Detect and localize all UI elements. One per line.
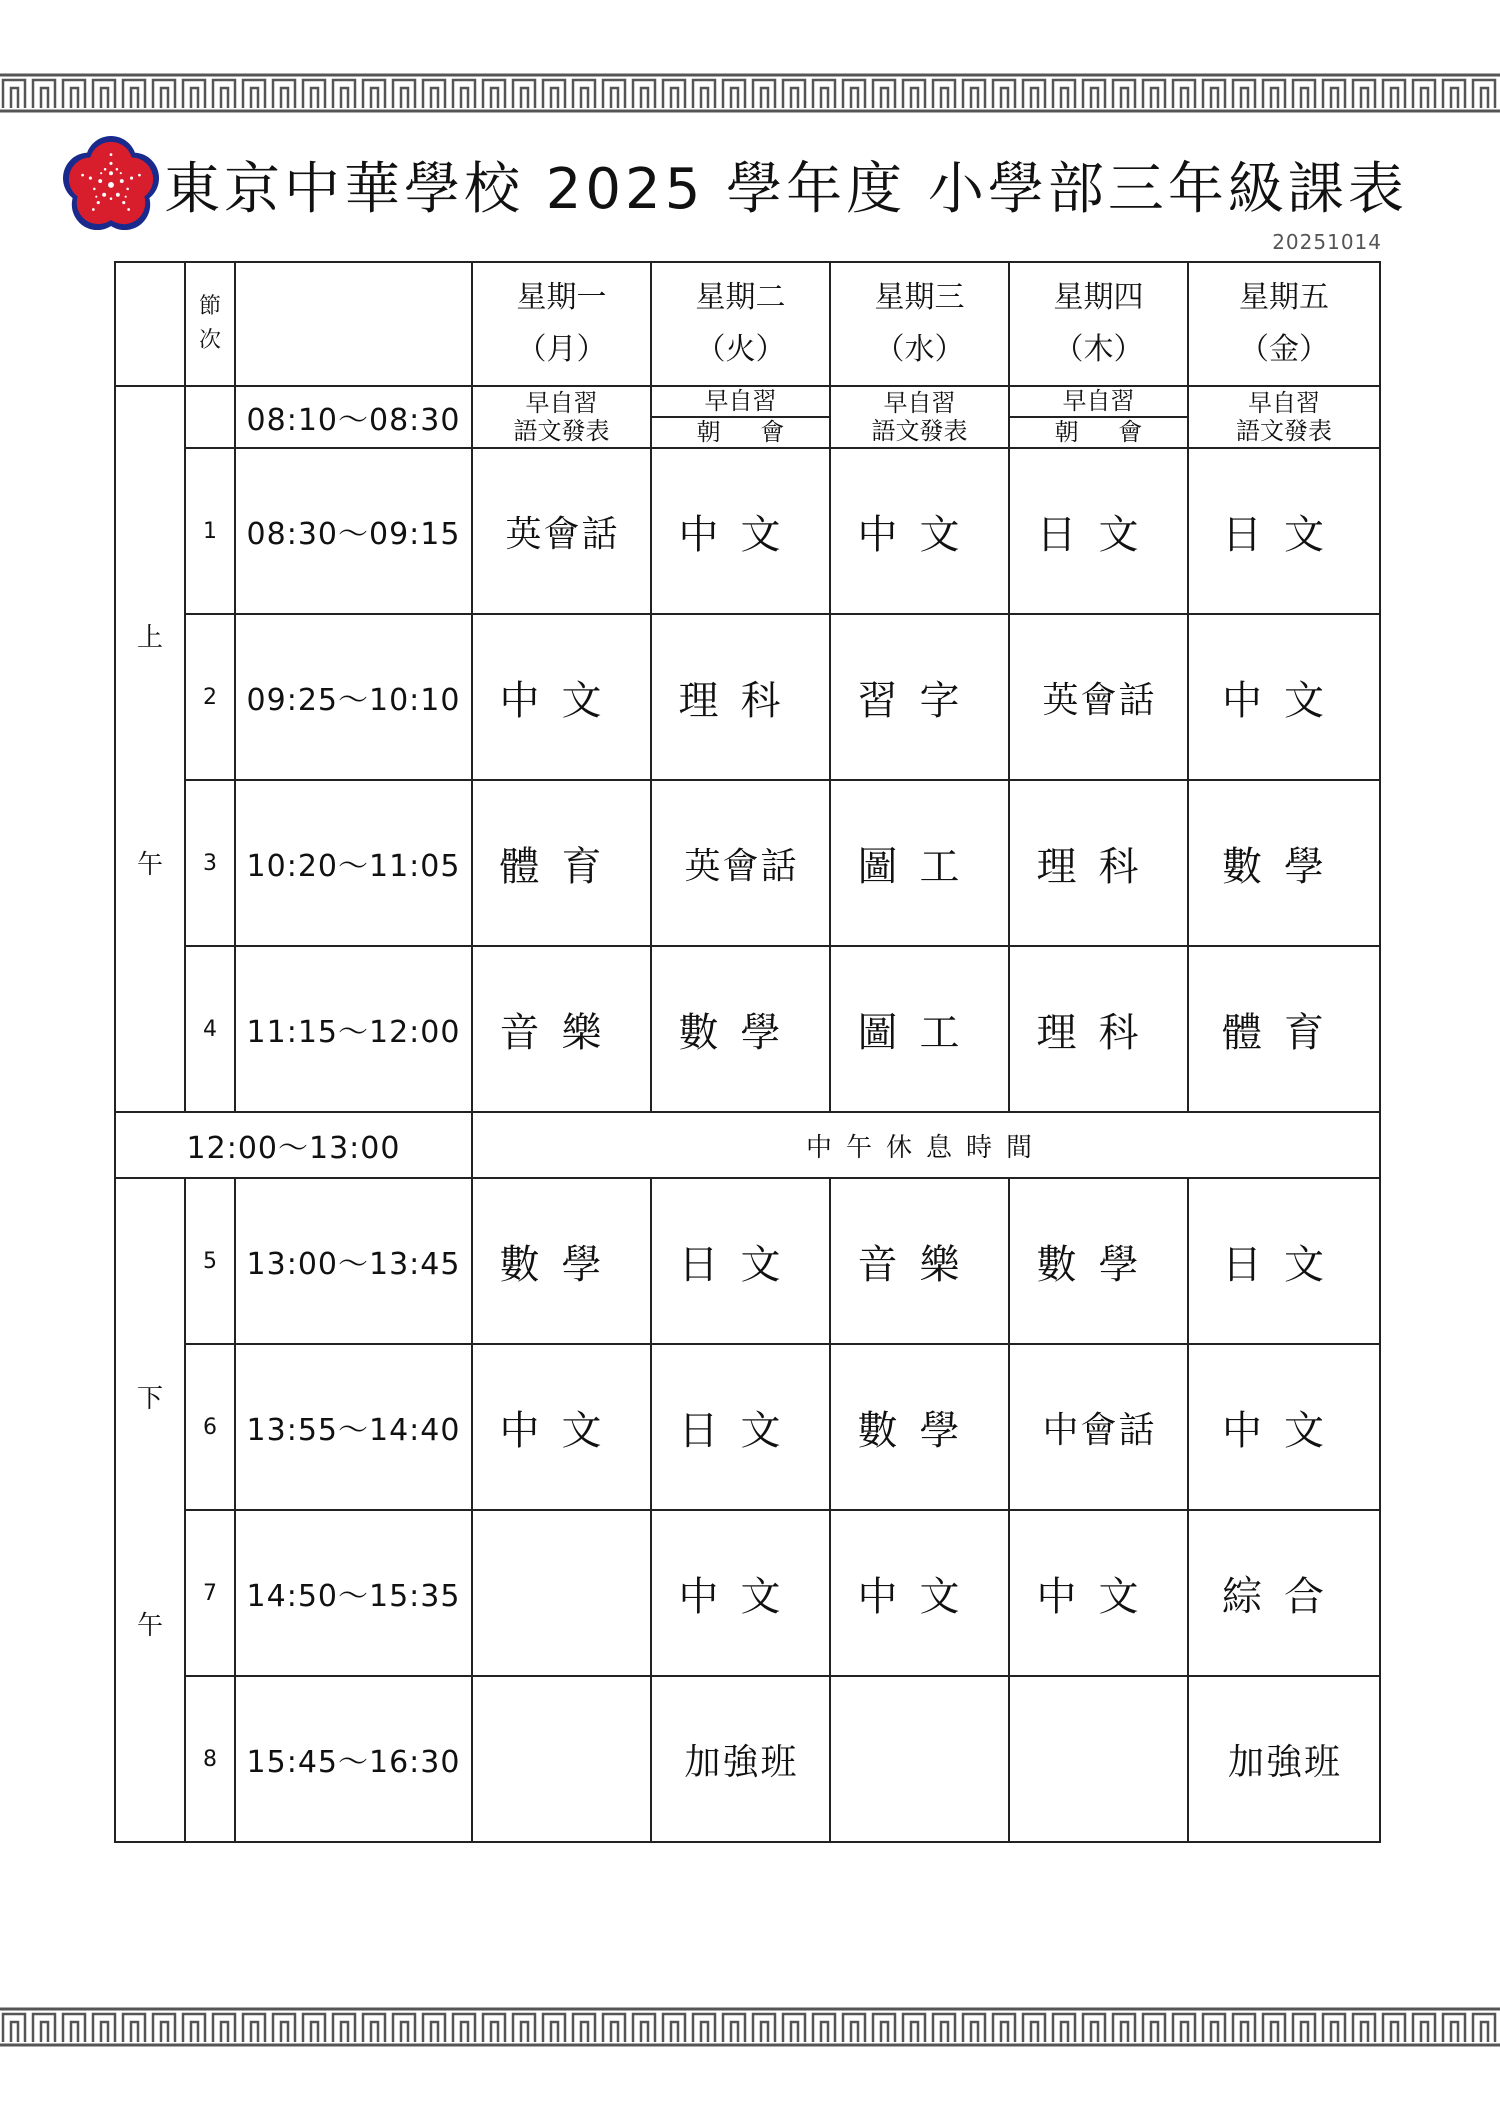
session-afternoon-bottom: 午 (136, 1611, 163, 1641)
period-time: 13:55～14:40 (235, 1344, 472, 1510)
subject-cell: 中文 (472, 1344, 651, 1510)
subject-cell: 數學 (651, 946, 830, 1112)
homeroom-bottom: 語文發表 (513, 417, 610, 445)
subject-cell: 理科 (1009, 780, 1188, 946)
subject-cell: 日文 (1188, 1178, 1380, 1344)
subject-cell: 理科 (1009, 946, 1188, 1112)
subject-cell: 數學 (472, 1178, 651, 1344)
subject-cell: 習字 (830, 614, 1009, 780)
day-header-tue (651, 262, 830, 386)
homeroom-top: 早自習 (652, 387, 829, 418)
header-row (115, 262, 1380, 386)
homeroom-cell-mon (472, 386, 651, 448)
day-header-thu (1009, 262, 1188, 386)
period-number: 2 (185, 614, 235, 780)
homeroom-bottom: 語文發表 (871, 417, 968, 445)
subject-cell: 音樂 (830, 1178, 1009, 1344)
period-time: 08:30～09:15 (235, 448, 472, 614)
homeroom-bottom: 朝 會 (696, 418, 801, 446)
day-header-mon (472, 262, 651, 386)
subject-cell: 日文 (651, 1178, 830, 1344)
subject-cell: 中文 (651, 448, 830, 614)
period-number: 3 (185, 780, 235, 946)
subject-cell: 中會話 (1009, 1344, 1188, 1510)
homeroom-cell-thu (1009, 386, 1188, 448)
homeroom-bottom: 朝 會 (1054, 418, 1159, 446)
period-time: 15:45～16:30 (235, 1676, 472, 1842)
period-time: 10:20～11:05 (235, 780, 472, 946)
period-column-header (185, 262, 235, 386)
time-column-header (235, 262, 472, 386)
day-name: 星期五 (1239, 280, 1329, 315)
homeroom-row (115, 386, 1380, 448)
period-row-8 (115, 1676, 1380, 1842)
period-row-5 (115, 1178, 1380, 1344)
homeroom-top: 早自習 (883, 389, 956, 417)
subject-cell: 數學 (1009, 1178, 1188, 1344)
subject-cell: 數學 (1188, 780, 1380, 946)
session-afternoon (115, 1178, 185, 1842)
subject-cell: 加強班 (651, 1676, 830, 1842)
session-morning (115, 386, 185, 1112)
day-abbr: （水） (874, 332, 965, 367)
subject-cell: 日文 (651, 1344, 830, 1510)
subject-cell: 日文 (1009, 448, 1188, 614)
subject-cell: 中文 (830, 1510, 1009, 1676)
session-afternoon-top: 下 (136, 1384, 163, 1414)
subject-cell: 中文 (1009, 1510, 1188, 1676)
page-title: 東京中華學校 2025 學年度 小學部三年級課表 (164, 157, 1408, 222)
period-time: 11:15～12:00 (235, 946, 472, 1112)
period-number: 6 (185, 1344, 235, 1510)
subject-cell: 英會話 (651, 780, 830, 946)
subject-cell: 數學 (830, 1344, 1009, 1510)
subject-cell (472, 1510, 651, 1676)
subject-cell: 中文 (1188, 1344, 1380, 1510)
period-number: 7 (185, 1510, 235, 1676)
homeroom-period (185, 386, 235, 448)
period-number: 8 (185, 1676, 235, 1842)
day-name: 星期四 (1053, 280, 1144, 315)
period-label-top: 節 (198, 294, 221, 319)
day-name: 星期一 (516, 280, 607, 315)
day-abbr: （木） (1053, 332, 1144, 367)
subject-cell: 中文 (1188, 614, 1380, 780)
top-decorative-border (0, 72, 1500, 114)
period-row-3 (115, 780, 1380, 946)
subject-cell: 圖工 (830, 946, 1009, 1112)
lunch-time: 12:00～13:00 (115, 1112, 472, 1178)
subject-cell: 加強班 (1188, 1676, 1380, 1842)
period-row-2 (115, 614, 1380, 780)
subject-cell: 體育 (472, 780, 651, 946)
lunch-row (115, 1112, 1380, 1178)
homeroom-bottom: 語文發表 (1236, 417, 1332, 445)
subject-cell: 英會話 (472, 448, 651, 614)
bottom-decorative-border (0, 2006, 1500, 2048)
day-abbr: （金） (1239, 332, 1329, 367)
homeroom-top: 早自習 (1010, 387, 1187, 418)
subject-cell (472, 1676, 651, 1842)
subject-cell: 中文 (830, 448, 1009, 614)
subject-cell: 圖工 (830, 780, 1009, 946)
subject-cell: 綜合 (1188, 1510, 1380, 1676)
subject-cell: 中文 (651, 1510, 830, 1676)
period-number: 5 (185, 1178, 235, 1344)
day-abbr: （月） (516, 332, 607, 367)
homeroom-top: 早自習 (525, 389, 598, 417)
day-abbr: （火） (695, 332, 786, 367)
day-name: 星期二 (695, 280, 786, 315)
header-corner (115, 262, 185, 386)
class-timetable (114, 261, 1381, 1843)
subject-cell: 音樂 (472, 946, 651, 1112)
period-number: 1 (185, 448, 235, 614)
day-header-fri (1188, 262, 1380, 386)
subject-cell: 日文 (1188, 448, 1380, 614)
homeroom-cell-tue (651, 386, 830, 448)
period-row-4 (115, 946, 1380, 1112)
period-row-6 (115, 1344, 1380, 1510)
period-row-1 (115, 448, 1380, 614)
period-label-bottom: 次 (198, 328, 221, 353)
period-row-7 (115, 1510, 1380, 1676)
document-date: 20251014 (1272, 230, 1382, 254)
period-time: 13:00～13:45 (235, 1178, 472, 1344)
subject-cell: 英會話 (1009, 614, 1188, 780)
homeroom-cell-wed (830, 386, 1009, 448)
subject-cell (1009, 1676, 1188, 1842)
period-number: 4 (185, 946, 235, 1112)
session-morning-bottom: 午 (136, 850, 163, 880)
subject-cell: 體育 (1188, 946, 1380, 1112)
period-time: 09:25～10:10 (235, 614, 472, 780)
subject-cell: 理科 (651, 614, 830, 780)
subject-cell: 中文 (472, 614, 651, 780)
day-name: 星期三 (874, 280, 965, 315)
lunch-label: 中午休息時間 (472, 1112, 1380, 1178)
school-logo (62, 134, 160, 232)
homeroom-cell-fri (1188, 386, 1380, 448)
period-time: 14:50～15:35 (235, 1510, 472, 1676)
day-header-wed (830, 262, 1009, 386)
homeroom-time: 08:10～08:30 (235, 386, 472, 448)
homeroom-top: 早自習 (1248, 389, 1320, 417)
subject-cell (830, 1676, 1009, 1842)
session-morning-top: 上 (136, 623, 163, 653)
